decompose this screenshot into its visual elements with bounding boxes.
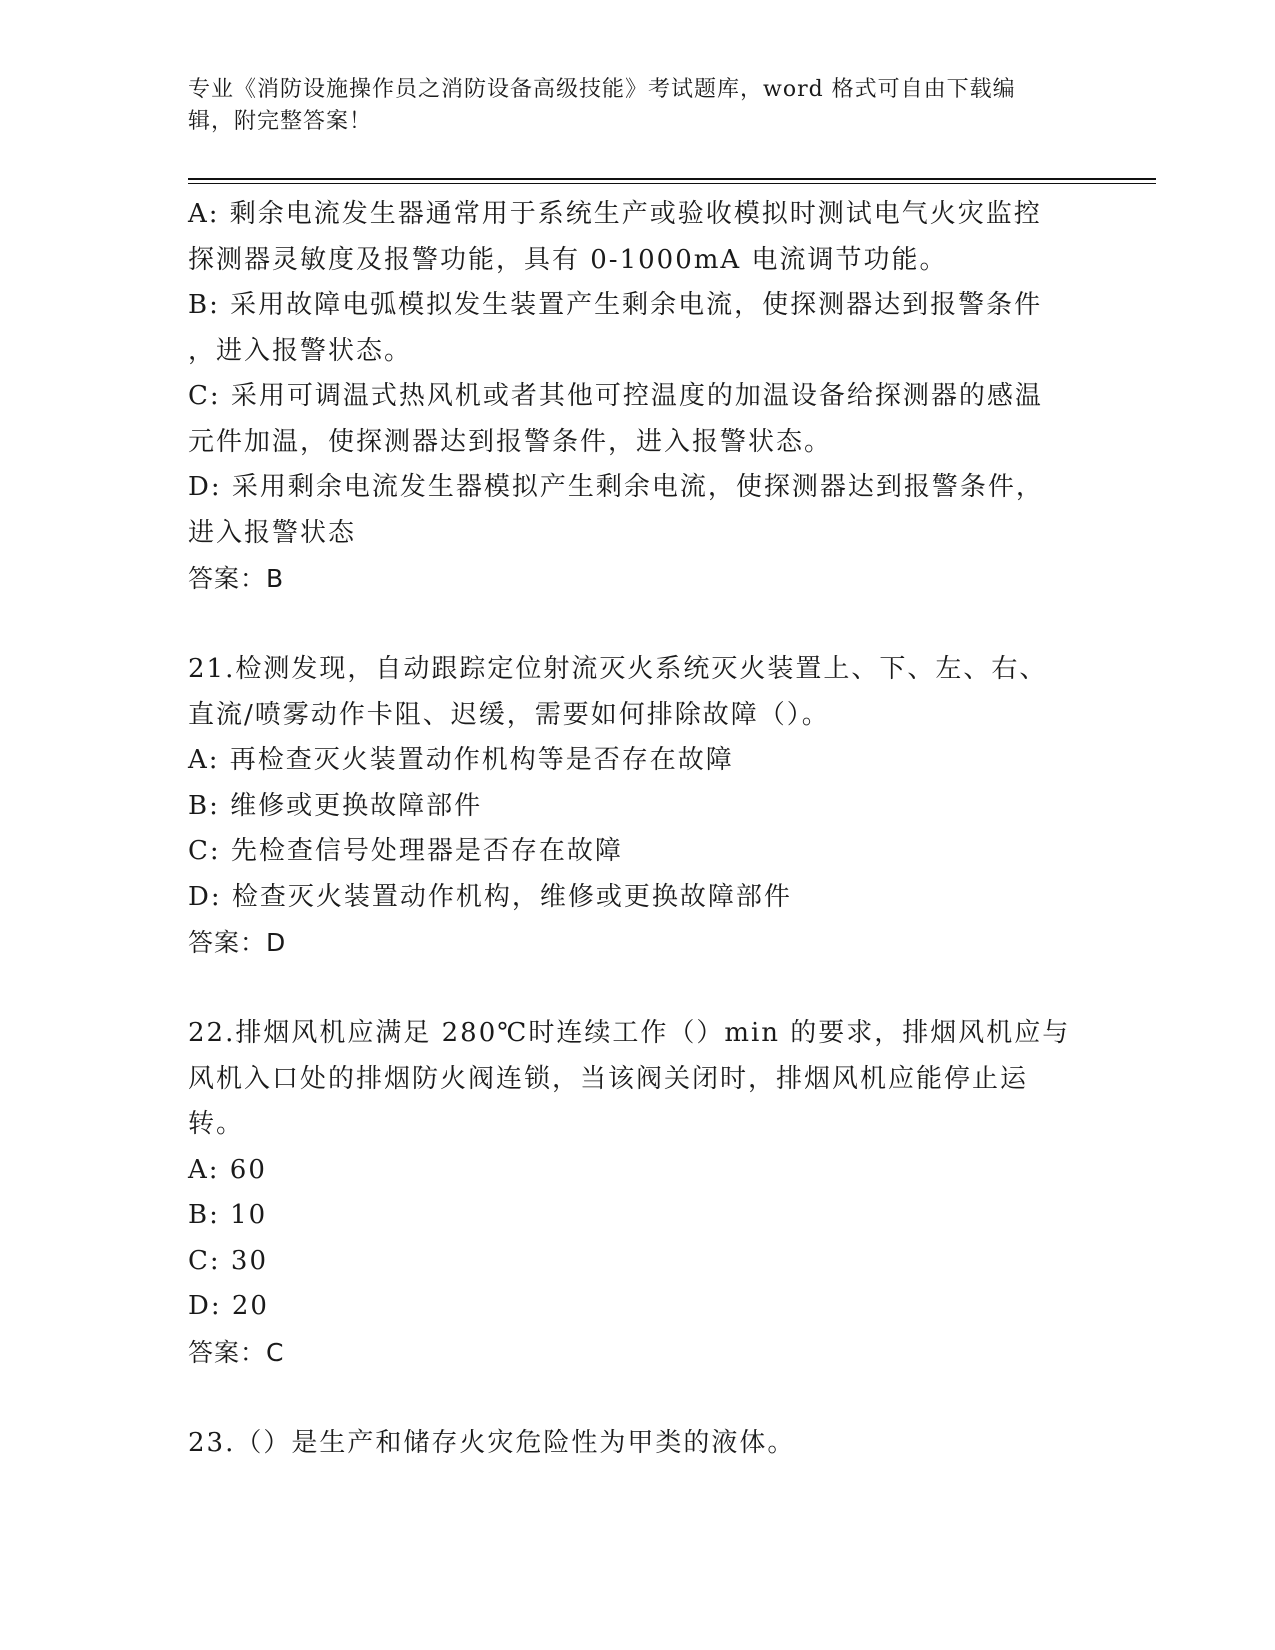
option-b-line-2: ，进入报警状态。 <box>188 335 413 366</box>
question-23 <box>188 1421 1088 1467</box>
question-content <box>188 192 1088 1466</box>
header-rule-thick <box>188 178 1156 180</box>
question-stem-line-1: 23.（）是生产和储存火灾危险性为甲类的液体。 <box>188 1427 796 1458</box>
option-d: D: 20 <box>188 1291 269 1321</box>
question-stem-line-3: 转。 <box>188 1109 245 1139</box>
option-a: A: 60 <box>188 1154 267 1185</box>
question-stem-line-1: 21.检测发现，自动跟踪定位射流灭火系统灭火装置上、下、左、右、 <box>188 654 1048 684</box>
question-stem-line-2: 直流/喷雾动作卡阻、迟缓，需要如何排除故障（）。 <box>188 699 830 730</box>
option-b: B: 10 <box>188 1200 268 1230</box>
question-21 <box>188 647 1088 966</box>
option-a-line-2: 探测器灵敏度及报警功能，具有 0-1000mA 电流调节功能。 <box>188 244 948 275</box>
option-d: D: 检查灭火装置动作机构，维修或更换故障部件 <box>188 881 792 912</box>
question-stem-line-2: 风机入口处的排烟防火阀连锁，当该阀关闭时，排烟风机应能停止运 <box>188 1063 1029 1094</box>
header-line-1: 专业《消防设施操作员之消防设备高级技能》考试题库，word 格式可自由下载编 <box>188 77 1016 102</box>
option-c-line-2: 元件加温，使探测器达到报警条件，进入报警状态。 <box>188 426 833 457</box>
header-rule-thin <box>188 183 1156 184</box>
spacer <box>188 1375 1088 1421</box>
answer-21: 答案：D <box>188 928 287 957</box>
option-a-line-1: A: 剩余电流发生器通常用于系统生产或验收模拟时测试电气火灾监控 <box>188 199 1042 229</box>
answer-20: 答案：B <box>188 564 285 593</box>
option-b-line-1: B: 采用故障电弧模拟发生装置产生剩余电流，使探测器达到报警条件 <box>188 290 1043 320</box>
answer-22: 答案：C <box>188 1337 285 1367</box>
option-d-line-2: 进入报警状态 <box>188 517 357 548</box>
option-a: A: 再检查灭火装置动作机构等是否存在故障 <box>188 745 734 775</box>
option-b: B: 维修或更换故障部件 <box>188 790 483 821</box>
option-d-line-1: D: 采用剩余电流发生器模拟产生剩余电流，使探测器达到报警条件， <box>188 472 1044 502</box>
header-line-2: 辑，附完整答案！ <box>188 109 373 134</box>
question-20-options <box>188 192 1088 602</box>
option-c-line-1: C: 采用可调温式热风机或者其他可控温度的加温设备给探测器的感温 <box>188 381 1043 411</box>
question-22 <box>188 1011 1088 1375</box>
spacer <box>188 602 1088 648</box>
question-stem-line-1: 22.排烟风机应满足 280℃时连续工作（）min 的要求，排烟风机应与 <box>188 1018 1071 1048</box>
option-c: C: 30 <box>188 1245 269 1276</box>
option-c: C: 先检查信号处理器是否存在故障 <box>188 836 623 866</box>
document-header <box>188 74 1078 138</box>
spacer <box>188 966 1088 1012</box>
